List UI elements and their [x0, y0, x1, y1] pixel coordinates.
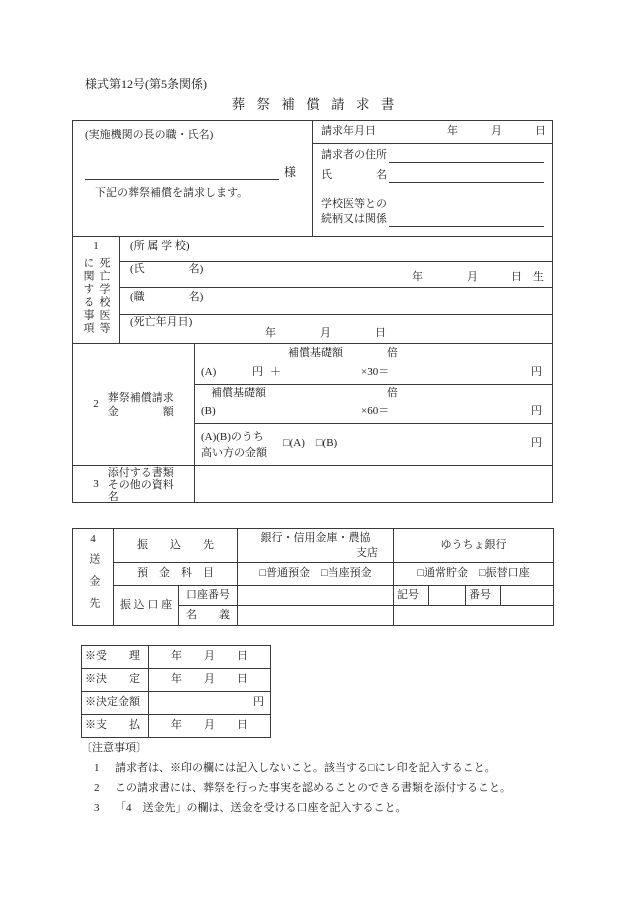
field-job-title — [120, 288, 552, 315]
decided-amount-yen: 円 — [149, 692, 271, 715]
ab-checkboxes: □(A) □(B) — [283, 437, 338, 449]
job-title-label: (職 名) — [130, 291, 204, 303]
main-form-table — [72, 120, 553, 503]
form-number: 様式第12号(第5条関係) — [85, 77, 207, 91]
number-label: 番号 — [466, 586, 501, 606]
declaration-text: 下記の葬祭補償を請求します。 — [95, 187, 249, 199]
relation-row — [321, 213, 544, 227]
account-name-blank-bank — [238, 606, 394, 626]
section4-number: 4 — [90, 533, 96, 545]
section-claim-amount — [73, 343, 552, 465]
claimant-name-row — [321, 169, 544, 183]
formula-a: ×30＝ — [361, 366, 390, 378]
account-number-blank — [238, 586, 394, 606]
account-name-label: 名 義 — [179, 606, 238, 626]
times-label-b: 倍 — [387, 387, 398, 399]
school-label: (所 属 学 校) — [130, 240, 190, 252]
amount-row-higher — [195, 424, 552, 465]
receipt-date-units: 年 月 日 — [149, 646, 271, 669]
claimant-address-underline — [389, 150, 544, 163]
field-deceased-name — [120, 262, 552, 288]
header-box — [73, 121, 552, 236]
number-blank — [501, 586, 554, 606]
claimant-name-label: 氏 名 — [321, 169, 387, 181]
yen-b: 円 — [531, 405, 542, 417]
page-title: 葬 祭 補 償 請 求 書 — [231, 97, 399, 112]
death-date-label: (死亡年月日) — [130, 316, 193, 328]
relation-label-line1: 学校医等との — [321, 198, 387, 210]
claimant-address-label: 請求者の住所 — [321, 149, 387, 161]
section3-number: 3 — [93, 477, 99, 490]
transfer-account-label: 振 込 口 座 — [114, 586, 179, 626]
birth-date-units: 年 月 日 生 — [412, 271, 544, 284]
symbol-label: 記号 — [394, 586, 429, 606]
claimant-cell — [313, 121, 552, 236]
addressee-label: (実施機関の長の職・氏名) — [85, 129, 214, 141]
section2-heading-cell — [73, 344, 195, 465]
claimant-address-row — [321, 149, 544, 163]
payment-label: ※支 払 — [82, 715, 149, 738]
section-deceased-info — [73, 236, 552, 343]
note-number: 2 — [94, 781, 100, 794]
yucho-bank-label: ゆうちょ銀行 — [394, 529, 554, 563]
relation-underline — [389, 214, 544, 227]
section1-heading-vertical: 死亡学校医等に関する事項 — [82, 257, 110, 335]
note-text: この請求書には、葬祭を行った事実を認めることのできる書類を添付すること。 — [115, 781, 511, 794]
section3-heading-cell — [73, 466, 195, 503]
section2-number: 2 — [93, 397, 99, 410]
decision-label: ※決 定 — [82, 669, 149, 692]
section4-heading-cell — [73, 529, 114, 626]
note-number: 3 — [94, 801, 100, 814]
section3-heading: 添付する書類 その他の資料 名 — [107, 466, 174, 503]
note-item — [81, 760, 561, 776]
section1-heading-cell — [73, 237, 120, 343]
prefix-b: (B) — [201, 405, 216, 417]
field-death-date — [120, 315, 552, 343]
account-number-label: 口座番号 — [179, 586, 238, 606]
base-amount-label-b: 補償基礎額 — [211, 387, 266, 399]
receipt-label: ※受 理 — [82, 646, 149, 669]
formula-b: ×60＝ — [361, 405, 390, 417]
higher-amount-label: (A)(B)のうち 高い方の金額 — [201, 431, 267, 459]
addressee-cell — [73, 121, 313, 236]
notes-section — [81, 742, 561, 816]
decided-amount-label: ※決定金額 — [82, 692, 149, 715]
office-use-table — [81, 645, 271, 738]
times-label-a: 倍 — [387, 347, 398, 359]
claimant-name-underline — [389, 170, 544, 183]
claim-date-label: 請求年月日 — [321, 125, 376, 137]
deposit-type-label: 預 金 科 目 — [114, 563, 238, 586]
transfer-to-label: 振 込 先 — [114, 529, 238, 563]
death-date-units: 年 月 日 — [265, 327, 386, 340]
note-number: 1 — [94, 761, 100, 774]
note-text: 請求者は、※印の欄には記入しないこと。該当する□にレ印を記入すること。 — [115, 761, 496, 774]
amount-row-b — [195, 385, 552, 424]
base-amount-label-a: 補償基礎額 — [288, 347, 343, 359]
claim-date-units: 年 月 日 — [447, 125, 546, 137]
note-item — [81, 800, 561, 816]
honorific-label: 様 — [283, 165, 296, 179]
prefix-a: (A) — [201, 366, 217, 378]
note-text: 「4 送金先」の欄は、送金を受ける口座を記入すること。 — [115, 801, 407, 814]
section1-number: 1 — [93, 240, 99, 252]
note-item — [81, 780, 561, 796]
deposit-options-yucho: □通常貯金 □振替口座 — [394, 563, 554, 586]
attachments-blank-cell — [195, 466, 552, 503]
bank-branch-cell: 銀行・信用金庫・農協 支店 — [238, 529, 394, 563]
relation-label-line2: 続柄又は関係 — [321, 213, 387, 225]
section4-heading-vertical: 送金先 — [87, 552, 100, 619]
plus-sign: ＋ — [270, 366, 281, 378]
notes-heading: 〔注意事項〕 — [81, 742, 147, 754]
symbol-blank — [429, 586, 466, 606]
yen-a2: 円 — [531, 366, 542, 378]
yen-a1: 円 — [252, 366, 263, 378]
amount-row-a — [195, 344, 552, 385]
deposit-options-bank: □普通預金 □当座預金 — [238, 563, 394, 586]
remittance-table — [72, 528, 554, 626]
section-attachments — [73, 465, 552, 503]
claim-date-row — [313, 121, 552, 144]
addressee-name-line — [85, 165, 296, 180]
field-school — [120, 237, 552, 262]
addressee-name-underline — [85, 165, 279, 180]
decision-date-units: 年 月 日 — [149, 669, 271, 692]
deceased-name-label: (氏 名) — [130, 263, 204, 275]
yen-c: 円 — [531, 437, 542, 449]
section2-heading: 葬祭補償請求 金 額 — [107, 391, 174, 418]
account-name-blank-yucho — [394, 606, 554, 626]
payment-date-units: 年 月 日 — [149, 715, 271, 738]
